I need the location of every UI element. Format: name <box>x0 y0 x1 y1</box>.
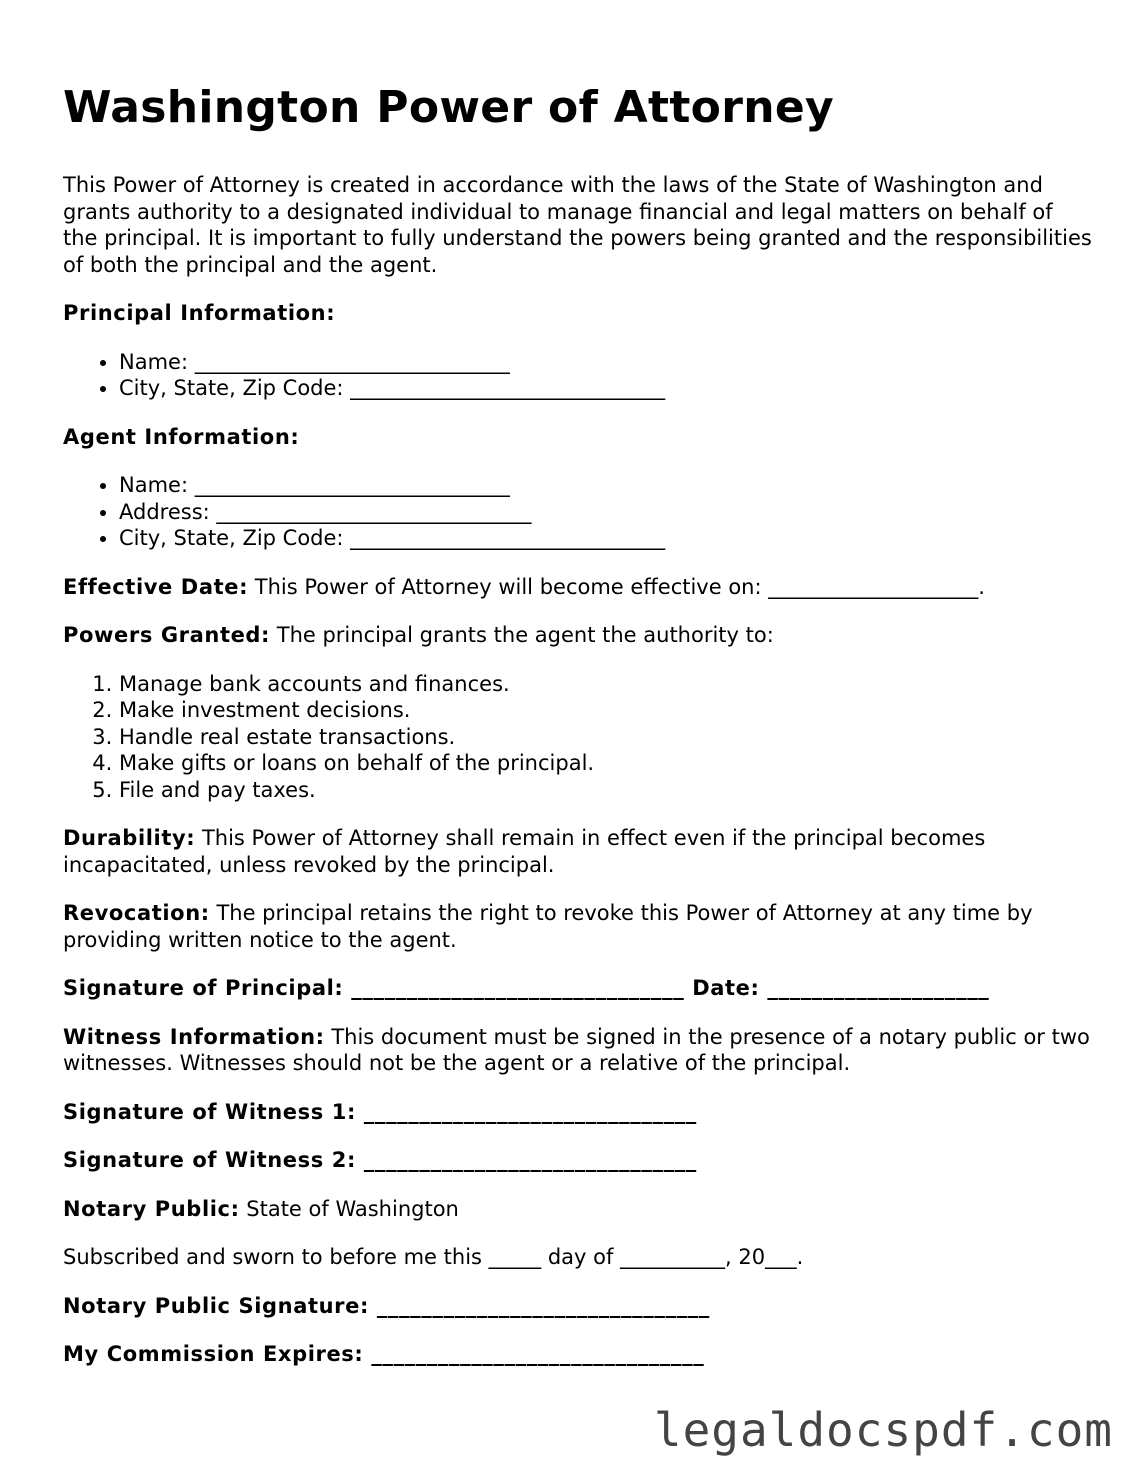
witness-info-label: Witness Information: <box>63 1024 325 1049</box>
revocation-paragraph <box>63 900 1093 953</box>
durability-paragraph <box>63 825 1093 878</box>
agent-city-field: • City, State, Zip Code: ______________________________ <box>119 525 1093 552</box>
witness-info-text: This document must be signed in the presence of a notary public or two witnesses. Witnesses should not be the agent or a relative of the principal. <box>63 1024 1090 1075</box>
agent-heading: Agent Information: <box>63 424 300 449</box>
effective-date-text: This Power of Attorney will become effective on: ____________________. <box>248 574 985 599</box>
notary-signature-line: Notary Public Signature: ______________________________ <box>63 1293 710 1318</box>
principal-fields-list <box>63 349 1093 402</box>
agent-name-field: • Name: ______________________________ <box>119 472 1093 499</box>
principal-signature-line: Signature of Principal: ______________________________ Date: ____________________ <box>63 976 990 1000</box>
powers-list <box>63 671 1093 804</box>
powers-label: Powers Granted: <box>63 623 271 647</box>
commission-expires-line: My Commission Expires: ______________________________ <box>63 1342 705 1366</box>
sworn-line: Subscribed and sworn to before me this _____ day of __________, 20___. <box>63 1245 804 1269</box>
document-title: Washington Power of Attorney <box>63 82 834 133</box>
agent-address-field: • Address: ______________________________ <box>119 499 1093 526</box>
principal-name-field: • Name: ______________________________ <box>119 349 1093 376</box>
durability-label: Durability: <box>63 826 196 850</box>
effective-date-label: Effective Date: <box>63 574 249 599</box>
principal-heading: Principal Information: <box>63 301 336 325</box>
effective-date-paragraph <box>63 574 1093 601</box>
revocation-text: The principal retains the right to revoke this Power of Attorney at any time by providing written notice to the agent. <box>63 901 1033 952</box>
intro-paragraph: This Power of Attorney is created in accordance with the laws of the State of Washington and grants authority to a designated individual to manage financial and legal matters on behalf of the principal. It is important to fully understand the powers being granted and the responsibilities of both the principal and the agent. <box>63 173 1092 277</box>
powers-paragraph <box>63 622 1093 649</box>
power-item: 5. File and pay taxes. <box>119 777 1093 804</box>
witness2-signature-line: Signature of Witness 2: ______________________________ <box>63 1148 697 1172</box>
agent-fields-list <box>63 472 1093 552</box>
revocation-label: Revocation: <box>63 901 210 925</box>
power-item: 1. Manage bank accounts and finances. <box>119 671 1093 698</box>
notary-text: State of Washington <box>239 1196 459 1221</box>
powers-text: The principal grants the agent the authority to: <box>270 623 774 647</box>
notary-paragraph <box>63 1196 1093 1223</box>
notary-label: Notary Public: <box>63 1196 240 1221</box>
witness-info-paragraph <box>63 1024 1093 1077</box>
watermark: legaldocspdf.com <box>653 1403 1113 1457</box>
power-item: 3. Handle real estate transactions. <box>119 724 1093 751</box>
principal-city-field: • City, State, Zip Code: ______________________________ <box>119 375 1093 402</box>
power-item: 4. Make gifts or loans on behalf of the principal. <box>119 750 1093 777</box>
witness1-signature-line: Signature of Witness 1: ______________________________ <box>63 1099 697 1124</box>
durability-text: This Power of Attorney shall remain in effect even if the principal becomes incapacitated, unless revoked by the principal. <box>63 826 986 877</box>
document-page <box>63 80 1093 1390</box>
power-item: 2. Make investment decisions. <box>119 697 1093 724</box>
